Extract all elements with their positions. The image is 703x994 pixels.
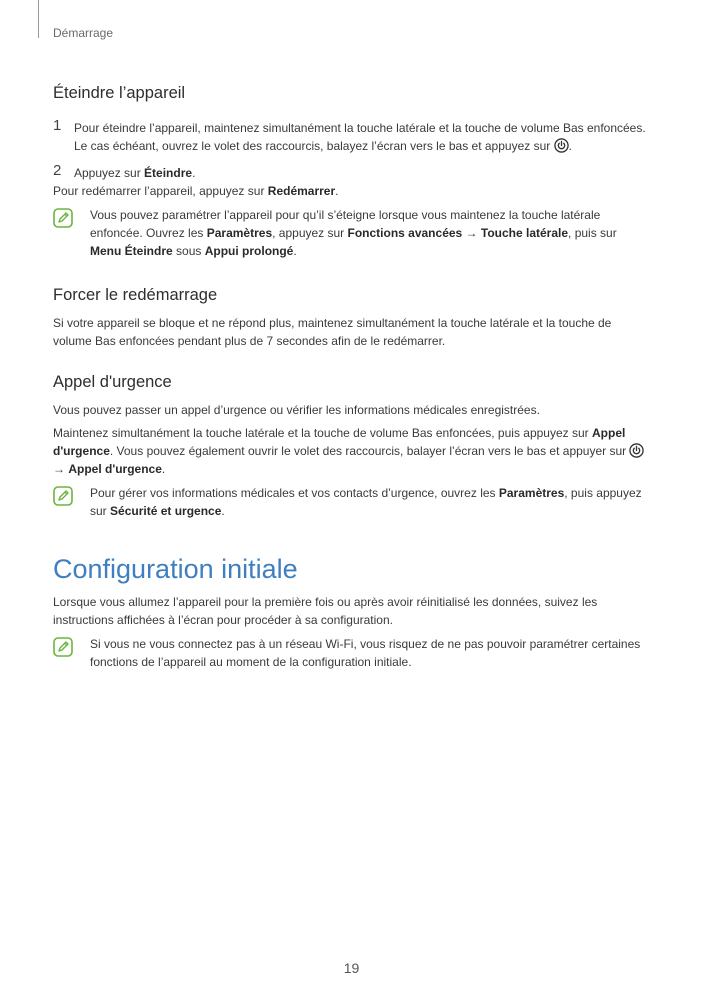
step-2-subtext: Pour redémarrer l’appareil, appuyez sur Redémarrer. <box>53 184 339 198</box>
page-number: 19 <box>343 960 360 976</box>
emergency-intro: Vous pouvez passer un appel d’urgence ou vérifier les informations médicales enregistrées. <box>53 403 540 417</box>
note-pencil-icon <box>53 637 73 657</box>
step-number: 1 <box>53 117 62 134</box>
note-text: Vous pouvez paramétrer l’appareil pour qu’il s’éteigne lorsque vous maintenez la touche latérale enfoncée. Ouvrez les Paramètres, appuyez sur Fonctions avancées → Touche latérale, puis sur Menu Éteindre sous Appui prolongé. <box>90 208 617 258</box>
configuration-text: Lorsque vous allumez l’appareil pour la première fois ou après avoir réinitialisé les données, suivez les instructions affichées à l’écran pour procéder à sa configuration. <box>53 595 598 627</box>
section-title-force-restart: Forcer le redémarrage <box>53 286 218 304</box>
step-1 <box>53 119 649 155</box>
chapter-title-configuration: Configuration initiale <box>53 554 298 584</box>
note-turn-off <box>53 206 649 260</box>
note-emergency <box>53 484 649 520</box>
section-title-turn-off: Éteindre l’appareil <box>53 84 186 102</box>
header-rule <box>38 0 39 38</box>
step-number: 2 <box>53 162 62 179</box>
section-title-emergency: Appel d'urgence <box>53 373 172 391</box>
running-header: Démarrage <box>53 26 114 40</box>
note-pencil-icon <box>53 208 73 228</box>
note-pencil-icon <box>53 486 73 506</box>
step-2 <box>53 164 649 182</box>
note-text: Pour gérer vos informations médicales et vos contacts d’urgence, ouvrez les Paramètres, puis appuyez sur Sécurité et urgence. <box>90 486 642 518</box>
power-icon <box>629 443 644 458</box>
force-restart-text: Si votre appareil se bloque et ne répond plus, maintenez simultanément la touche latérale et la touche de volume Bas enfoncées pendant plus de 7 secondes afin de le redémarrer. <box>53 316 612 348</box>
note-text: Si vous ne vous connectez pas à un réseau Wi-Fi, vous risquez de ne pas pouvoir paramétrer certaines fonctions de l’appareil au moment de la configuration initiale. <box>90 637 641 669</box>
page-content <box>53 82 649 671</box>
note-configuration <box>53 635 649 671</box>
step-2-text: Appuyez sur Éteindre. <box>74 166 196 180</box>
power-icon <box>554 138 569 153</box>
emergency-instructions: Maintenez simultanément la touche latérale et la touche de volume Bas enfoncées, puis appuyez sur Appel d'urgence. Vous pouvez également ouvrir le volet des raccourcis, balayer l’écran vers le bas et appuyer sur → Appel d'urgence. <box>53 424 649 478</box>
step-1-text: Pour éteindre l’appareil, maintenez simultanément la touche latérale et la touche de volume Bas enfoncées. Le cas échéant, ouvrez le volet des raccourcis, balayez l’écran vers le bas et appuyez sur . <box>74 121 646 153</box>
